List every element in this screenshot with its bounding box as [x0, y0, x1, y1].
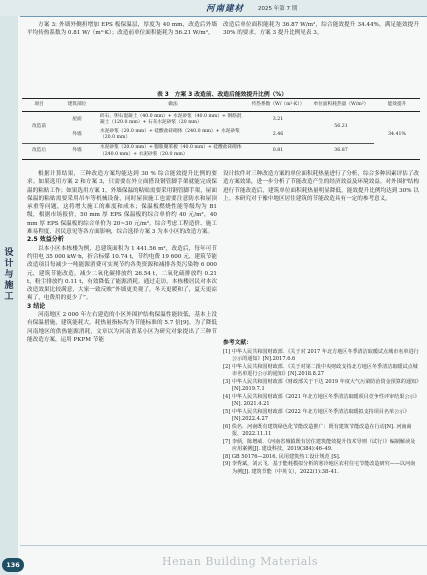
cell-method: 碎石、卵石混凝土（40.0 mm）+ 水泥砂浆（40.0 mm）+ 钢筋混凝土（120.0 mm）+ 石灰水泥砂浆（20 mm） — [100, 113, 242, 125]
col-header: 能效提升 — [387, 101, 407, 107]
paragraph: 以本小区本栋楼为例，总建筑面积为 1 441.56 m²，改造后，每年可节约用电 35 000 kW·h，折合标煤 10.74 t，节约电费 19 600 元，建筑节能改造项目每减少一吨能源消费可实现节约各类资源和减排各类污染物 6 000 元，建筑节能改造。减少二氧化碳排放约 26.54 t，二氧化硫排放约 0.21 t，粉尘排放约 0.11 t，有效降低了能源消耗。通过走访，本栋楼居民对本次改造效果比较满意，大家一致反映“外墙更美观了，冬天更暖和了，夏天更凉爽了，电费用的更少了”。 — [27, 245, 217, 302]
reference-item: [3] 中华人民共和国财政部《财政部关于下达 2019 年度大气污染防治资金预算的通知》[N].2019.7.1 — [223, 378, 419, 392]
references-heading: 参考文献： — [223, 340, 252, 346]
paragraph: 改造后单位面积能耗为 36.87 W/m²，综合能效提升 34.44%，满足能效提升 30% 的要求。方案 3 提升比例见表 3。 — [223, 22, 419, 37]
reference-item: [6] 佚名．河南既有建筑绿色化节能改造推广：既有建筑节能改造在行动[N]. 河南商报，2022.11.11 — [223, 423, 412, 437]
retrofit-table — [22, 98, 420, 160]
references — [223, 340, 419, 476]
table-caption: 表 3 方案 3 改造前、改造后能效提升比例（%） — [156, 92, 288, 98]
col-header: 项目 — [34, 101, 44, 107]
journal-title: 河南建材 — [206, 4, 245, 14]
section-char: 与 — [4, 270, 14, 280]
top-right-text — [223, 21, 419, 38]
paragraph: 方案 3: 外墙外侧担增加 EPS 板保温层，厚度为 40 mm，改造后外墙平均传热系数为 0.81 W/（m²·K）；改造前单位面积能耗为 56.21 W/m²， — [27, 22, 217, 37]
table-row — [22, 144, 420, 160]
reference-item: [7] 李炳，陈增威．《河南省城镇既有居住建筑能效提升技术导则（试行）》编制解读及应用案例[J]. 建设科技，2019(384):46–49. — [223, 438, 416, 452]
cell-coef: 0.81 — [248, 144, 308, 160]
section-char: 工 — [4, 292, 14, 302]
section-char: 计 — [4, 259, 14, 269]
cell-project: 改造前 — [31, 124, 47, 130]
cell-energy: 36.87 — [308, 144, 374, 160]
reference-item: [8] GB 50176—2016, 民用建筑热工设计规范 [S]. — [223, 453, 341, 460]
cell-coef: 2.46 — [272, 132, 284, 138]
col-header: 传热系数（W/（m²·K）） — [251, 101, 305, 107]
cell-method: 水泥砂浆（20.0 mm）+ 硅酸盐砖砌体（240.0 mm）+ 水泥砂浆（20.0 mm） — [100, 129, 240, 141]
section-heading: 2.5 效益分析 — [27, 236, 64, 244]
table-header-row — [22, 99, 420, 112]
paragraph: 河南地区 2 000 年左右建造的小区外围护结构保温性能较低，基本上没有保温措施，建筑能耗大，耗热量指标均为节能标准的 5.7 倍[9]。为了降低河南地区的供热能源消耗，文章以为河南省某小区为研究对象提出了三种节能改造方案，运用 PKPM 节能 — [27, 312, 217, 343]
reference-item: [5] 中华人民共和国财政部《2022 年北方地区冬季清洁取暖拟支持项目名单公示》[N].2022.4.27 — [223, 408, 410, 422]
col-header: 建筑部位 — [67, 101, 87, 107]
left-column — [27, 170, 217, 344]
reference-item: [4] 中华人民共和国财政部《2021 年北方地区冬季清洁取暖项目竞争性评审结果公示》[N]. 2021.4.21 — [223, 393, 418, 407]
cell-part: 外墙 — [72, 132, 82, 138]
journal-issue: 2025 年第 7 期 — [258, 6, 298, 12]
paragraph: 设计软件对三种改造方案的单位面积耗热量进行了分析，综合多种因素评估了改造方案效果，进一步分析了节能改造产生的经济效益及环境效益。对外围护结构进行节能改造后，建筑单位面积耗热量明显降低，能效提升比例均达到 30% 以上。本研究对于豫中地区居住建筑的节能改造具有一定的参考意义。 — [223, 171, 419, 202]
right-column — [223, 170, 419, 203]
section-heading: 3 结论 — [27, 302, 46, 310]
col-header: 单位面积耗热量（W/m²） — [313, 101, 369, 107]
reference-item: [1] 中华人民共和国财政部．《关于对 2017 年北方地区冬季清洁取暖试点城市名单进行公示的通知》[N].2017.6.6 — [223, 348, 419, 362]
header-divider — [20, 16, 427, 17]
section-char: 设 — [4, 248, 14, 258]
reference-item: [2] 中华人民共和国财政部．《关于对第二批中央财政支持北方地区冬季清洁取暖试点城市名单进行公示的通知》[N].2018.8.27 — [223, 363, 418, 377]
section-char: 施 — [4, 281, 14, 291]
cell-project: 改造后 — [22, 144, 56, 160]
table-row — [22, 112, 420, 128]
cell-gain: 34.41% — [388, 132, 406, 138]
section-label — [3, 248, 15, 303]
cell-coef: 3.21 — [272, 116, 284, 122]
footer-divider — [20, 545, 427, 546]
page-number: 136 — [2, 558, 24, 572]
cell-energy: 56.21 — [334, 124, 348, 130]
cell-part: 屋面 — [72, 116, 82, 122]
cell-part: 外墙 — [56, 144, 98, 160]
top-left-text — [27, 21, 217, 38]
reference-item: [9] 李秀斌，刘云飞．基于能耗模拟分析的寒冷地区农村住宅节能改造研究——以河南为例[J]. 建筑节能（中英文），2022(1):38–41. — [223, 461, 416, 475]
journal-english-title: Henan Building Materials — [162, 555, 318, 568]
col-header: 做法 — [168, 101, 178, 107]
cell-method: 水泥砂浆（20.0 mm）+ 膨胀聚苯板（40.0 mm）+ 硅酸盐砖砌体（240.0 mm）+ 水泥砂浆（20.0 mm） — [98, 144, 248, 160]
paragraph: 根据计算结果，三种改造方案均能达到 30 % 综合能效提升比例的要求。如果选用方案 2 和方案 3，只需要在外立面搭设钢管脚手架就能完成保温的粘贴工作；如果选用方案 1，外墙保温的粘贴需要采用钢管脚手架，屋面保温的粘贴需要采用吊车等机械设备，同时屋顶施工也需要注意防水和屋顶承重等问题，这将增大施工的难度和成本；保温板燃烧性能等级均为 B1 级，根据市场报价，50 mm 厚 EPS 保温板的综合单价约 40 元/m²，40 mm 厚 EPS 保温板的综合单价为 20~30 元/m²。综合考虑工程造价、施工难易程度，居民意见等各方面影响，综合选择方案 3 为本小区的改造方案。 — [27, 171, 217, 236]
page-header — [0, 0, 427, 16]
